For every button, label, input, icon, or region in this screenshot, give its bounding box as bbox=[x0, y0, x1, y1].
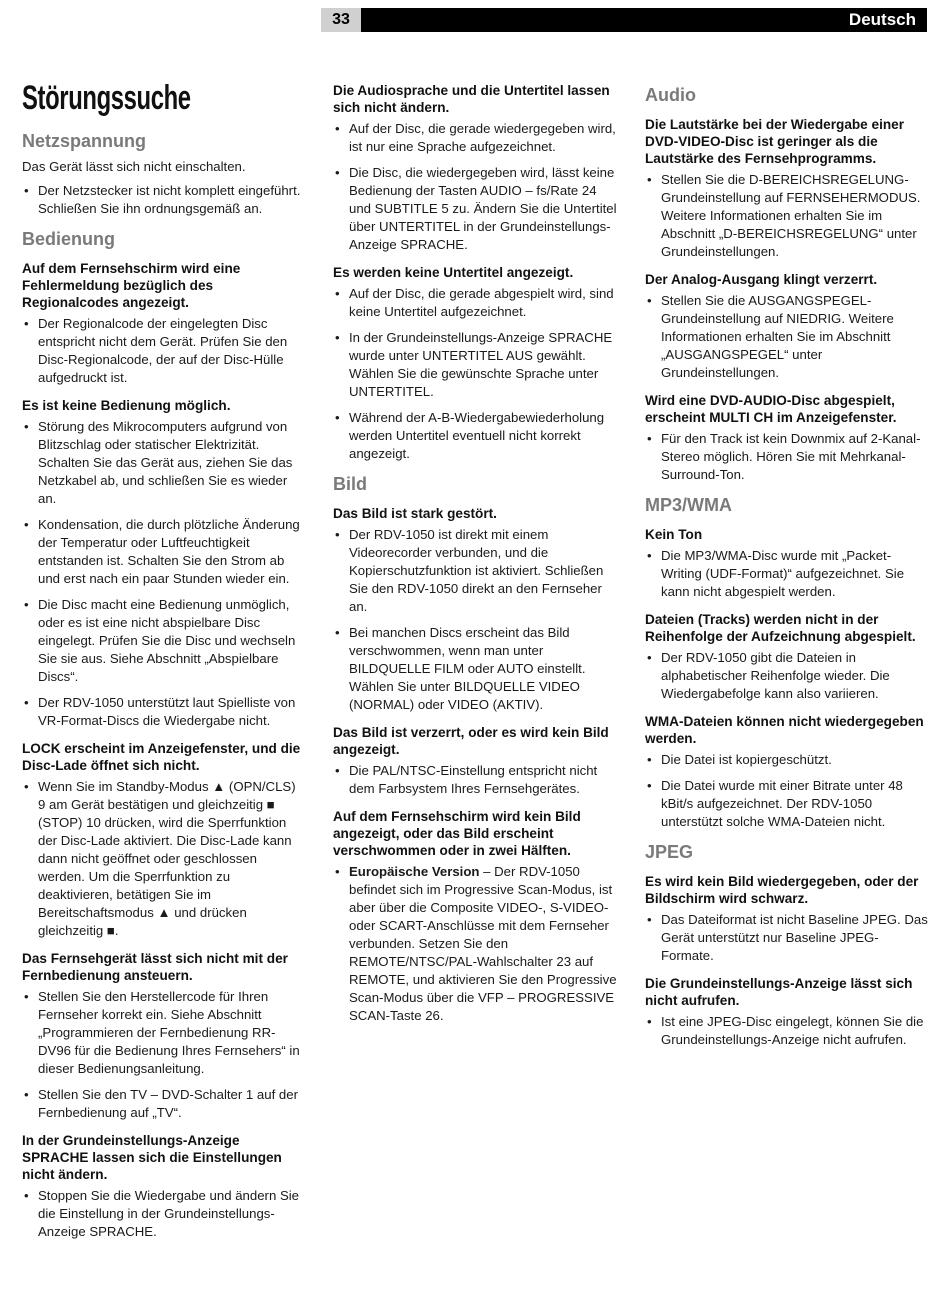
bullet-list bbox=[645, 430, 929, 484]
list-item: • Die Datei wurde mit einer Bitrate unter 48 kBit/s aufgezeichnet. Der RDV-1050 unterstützt solche WMA-Dateien nicht. bbox=[645, 777, 929, 831]
bullet-list bbox=[333, 762, 617, 798]
list-item: • Auf der Disc, die gerade abgespielt wird, sind keine Untertitel aufgezeichnet. bbox=[333, 285, 617, 321]
question-heading: Es werden keine Untertitel angezeigt. bbox=[333, 265, 574, 280]
bullet-list bbox=[645, 292, 929, 382]
list-item: • Für den Track ist kein Downmix auf 2-Kanal-Stereo möglich. Hören Sie mit Mehrkanal-Surround-Ton. bbox=[645, 430, 929, 484]
list-item: • Wenn Sie im Standby-Modus ▲ (OPN/CLS) 9 am Gerät bestätigen und gleichzeitig ■ (STOP) 10 drücken, wird die Sperrfunktion der Disc-Lade aktiviert. Die Disc-Lade kann dann nicht geöffnet oder geschlossen werden. Um die Sperrfunktion zu deaktivieren, betätigen Sie im Bereitschaftsmodus ▲ und drücken gleichzeitig ■. bbox=[22, 778, 306, 940]
list-item: • Die Disc, die wiedergegeben wird, lässt keine Bedienung der Tasten AUDIO – fs/Rate 24 und SUBTITLE 5 zu. Ändern Sie die Untertitel über UNTERTITEL in der Grundeinstellungs-Anzeige SPRACHE. bbox=[333, 164, 617, 254]
list-item: • Stoppen Sie die Wiedergabe und ändern Sie die Einstellung in der Grundeinstellungs-Anzeige SPRACHE. bbox=[22, 1187, 306, 1241]
bullet-list bbox=[333, 526, 617, 714]
page-title: Störungssuche bbox=[22, 79, 191, 117]
bullet-list bbox=[645, 649, 929, 703]
list-item: • Der Regionalcode der eingelegten Disc entspricht nicht dem Gerät. Prüfen Sie den Disc-Regionalcode, der auf der Disc-Hülle aufgedruckt ist. bbox=[22, 315, 306, 387]
question-heading: Es ist keine Bedienung möglich. bbox=[22, 398, 231, 413]
list-item: • Stellen Sie die D-BEREICHSREGELUNG-Grundeinstellung auf FERNSEHERMODUS. Weitere Informationen erhalten Sie im Abschnitt „D-BEREICHSREGELUNG“ unter Grundeinstellungen. bbox=[645, 171, 929, 261]
bullet-list bbox=[22, 1187, 306, 1241]
bullet-list bbox=[22, 182, 306, 218]
list-item: • Die Disc macht eine Bedienung unmöglich, oder es ist eine nicht abspielbare Disc eingelegt. Prüfen Sie die Disc und wechseln Sie sie aus. Siehe Abschnitt „Abspielbare Discs“. bbox=[22, 596, 306, 686]
list-item: • Auf der Disc, die gerade wiedergegeben wird, ist nur eine Sprache aufgezeichnet. bbox=[333, 120, 617, 156]
list-item: • Der RDV-1050 gibt die Dateien in alphabetischer Reihenfolge wieder. Die Wiedergabefolge kann also variieren. bbox=[645, 649, 929, 703]
list-item: • Der RDV-1050 ist direkt mit einem Videorecorder verbunden, und die Kopierschutzfunktion ist aktiviert. Schließen Sie den RDV-1050 direkt an den Fernseher an. bbox=[333, 526, 617, 616]
list-item: • Die PAL/NTSC-Einstellung entspricht nicht dem Farbsystem Ihres Fernsehgerätes. bbox=[333, 762, 617, 798]
language-label: Deutsch bbox=[848, 10, 916, 29]
section-heading-netzspannung: Netzspannung bbox=[22, 131, 146, 151]
bullet-list bbox=[645, 171, 929, 261]
bullet-list bbox=[333, 120, 617, 254]
bullet-list bbox=[645, 1013, 929, 1049]
list-item: • Störung des Mikrocomputers aufgrund von Blitzschlag oder statischer Elektrizität. Schalten Sie das Gerät aus, ziehen Sie das Netzkabel ab, und schließen Sie es wieder an. bbox=[22, 418, 306, 508]
question-heading: Das Fernsehgerät lässt sich nicht mit der Fernbedienung ansteuern. bbox=[22, 951, 288, 983]
list-item: • Kondensation, die durch plötzliche Änderung der Temperatur oder Luftfeuchtigkeit entstanden ist. Schalten Sie den Strom ab und erst nach ein paar Stunden wieder ein. bbox=[22, 516, 306, 588]
question-heading: Auf dem Fernsehschirm wird kein Bild angezeigt, oder das Bild erscheint verschwommen oder in zwei Hälften. bbox=[333, 809, 581, 858]
question-heading: Auf dem Fernsehschirm wird eine Fehlermeldung bezüglich des Regionalcodes angezeigt. bbox=[22, 261, 241, 310]
list-item: • Die MP3/WMA-Disc wurde mit „Packet-Writing (UDF-Format)“ aufgezeichnet. Sie kann nicht abgespielt werden. bbox=[645, 547, 929, 601]
list-item: • Stellen Sie den Herstellercode für Ihren Fernseher korrekt ein. Siehe Abschnitt „Programmieren der Fernbedienung RR-DV96 für die Bedienung Ihres Fernsehers“ in dieser Bedienungsanleitung. bbox=[22, 988, 306, 1078]
bullet-list bbox=[22, 315, 306, 387]
page-number: 33 bbox=[321, 8, 361, 32]
list-item: • Stellen Sie die AUSGANGSPEGEL-Grundeinstellung auf NIEDRIG. Weitere Informationen erhalten Sie im Abschnitt „AUSGANGSPEGEL“ unter Grundeinstellungen. bbox=[645, 292, 929, 382]
bullet-list bbox=[22, 778, 306, 940]
section-heading-jpeg: JPEG bbox=[645, 842, 694, 862]
list-item: • Bei manchen Discs erscheint das Bild verschwommen, wenn man unter BILDQUELLE FILM oder AUTO einstellt. Wählen Sie unter BILDQUELLE VIDEO (NORMAL) oder VIDEO (AKTIV). bbox=[333, 624, 617, 714]
column-3 bbox=[645, 74, 929, 1057]
bullet-list bbox=[22, 418, 306, 730]
list-item: • Der Netzstecker ist nicht komplett eingeführt. Schließen Sie ihn ordnungsgemäß an. bbox=[22, 182, 306, 218]
section-heading-bild: Bild bbox=[333, 474, 367, 494]
list-item bbox=[333, 863, 617, 1025]
bullet-list bbox=[645, 547, 929, 601]
question-heading: Der Analog-Ausgang klingt verzerrt. bbox=[645, 272, 878, 287]
bullet-list bbox=[333, 285, 617, 463]
section-heading-mp3-wma: MP3/WMA bbox=[645, 495, 732, 515]
question-heading: Die Lautstärke bei der Wiedergabe einer DVD-VIDEO-Disc ist geringer als die Lautstärke des Fernsehprogramms. bbox=[645, 117, 905, 166]
question-heading: Das Bild ist stark gestört. bbox=[333, 506, 497, 521]
bullet-list bbox=[333, 863, 617, 1025]
section-heading-bedienung: Bedienung bbox=[22, 229, 115, 249]
paragraph: Das Gerät lässt sich nicht einschalten. bbox=[22, 159, 246, 174]
question-heading: Wird eine DVD-AUDIO-Disc abgespielt, erscheint MULTI CH im Anzeigefenster. bbox=[645, 393, 897, 425]
question-heading: Die Grundeinstellungs-Anzeige lässt sich nicht aufrufen. bbox=[645, 976, 913, 1008]
header-bar bbox=[321, 8, 927, 32]
column-1 bbox=[22, 74, 306, 1249]
question-heading: Die Audiosprache und die Untertitel lassen sich nicht ändern. bbox=[333, 83, 610, 115]
bullet-list bbox=[22, 988, 306, 1122]
bullet-list bbox=[645, 911, 929, 965]
list-item: • Während der A-B-Wiedergabewiederholung werden Untertitel eventuell nicht korrekt angezeigt. bbox=[333, 409, 617, 463]
list-item: • Das Dateiformat ist nicht Baseline JPEG. Das Gerät unterstützt nur Baseline JPEG-Formate. bbox=[645, 911, 929, 965]
list-item: • Ist eine JPEG-Disc eingelegt, können Sie die Grundeinstellungs-Anzeige nicht aufrufen. bbox=[645, 1013, 929, 1049]
question-heading: LOCK erscheint im Anzeigefenster, und die Disc-Lade öffnet sich nicht. bbox=[22, 741, 301, 773]
list-item: • Der RDV-1050 unterstützt laut Spielliste von VR-Format-Discs die Wiedergabe nicht. bbox=[22, 694, 306, 730]
list-item-text: – Der RDV-1050 befindet sich im Progressive Scan-Modus, ist aber über die Composite VIDEO-, S-VIDEO- oder SCART-Anschlüsse mit dem Fernseher verbunden. Setzen Sie den REMOTE/NTSC/PAL-Wahlschalter 23 auf REMOTE, und aktivieren Sie den Progressive Scan-Modus über die VFP – PROGRESSIVE SCAN-Taste 26. bbox=[349, 864, 617, 1023]
list-item: • Stellen Sie den TV – DVD-Schalter 1 auf der Fernbedienung auf „TV“. bbox=[22, 1086, 306, 1122]
emphasis-label: Europäische Version bbox=[349, 864, 480, 879]
question-heading: Kein Ton bbox=[645, 527, 703, 542]
column-2 bbox=[333, 72, 617, 1033]
section-heading-audio: Audio bbox=[645, 85, 696, 105]
question-heading: Das Bild ist verzerrt, oder es wird kein Bild angezeigt. bbox=[333, 725, 609, 757]
question-heading: In der Grundeinstellungs-Anzeige SPRACHE lassen sich die Einstellungen nicht ändern. bbox=[22, 1133, 282, 1182]
question-heading: Es wird kein Bild wiedergegeben, oder der Bildschirm wird schwarz. bbox=[645, 874, 919, 906]
question-heading: Dateien (Tracks) werden nicht in der Reihenfolge der Aufzeichnung abgespielt. bbox=[645, 612, 916, 644]
question-heading: WMA-Dateien können nicht wiedergegeben werden. bbox=[645, 714, 924, 746]
list-item: • In der Grundeinstellungs-Anzeige SPRACHE wurde unter UNTERTITEL AUS gewählt. Wählen Sie die gewünschte Sprache unter UNTERTITEL. bbox=[333, 329, 617, 401]
list-item: • Die Datei ist kopiergeschützt. bbox=[645, 751, 929, 769]
bullet-list bbox=[645, 751, 929, 831]
